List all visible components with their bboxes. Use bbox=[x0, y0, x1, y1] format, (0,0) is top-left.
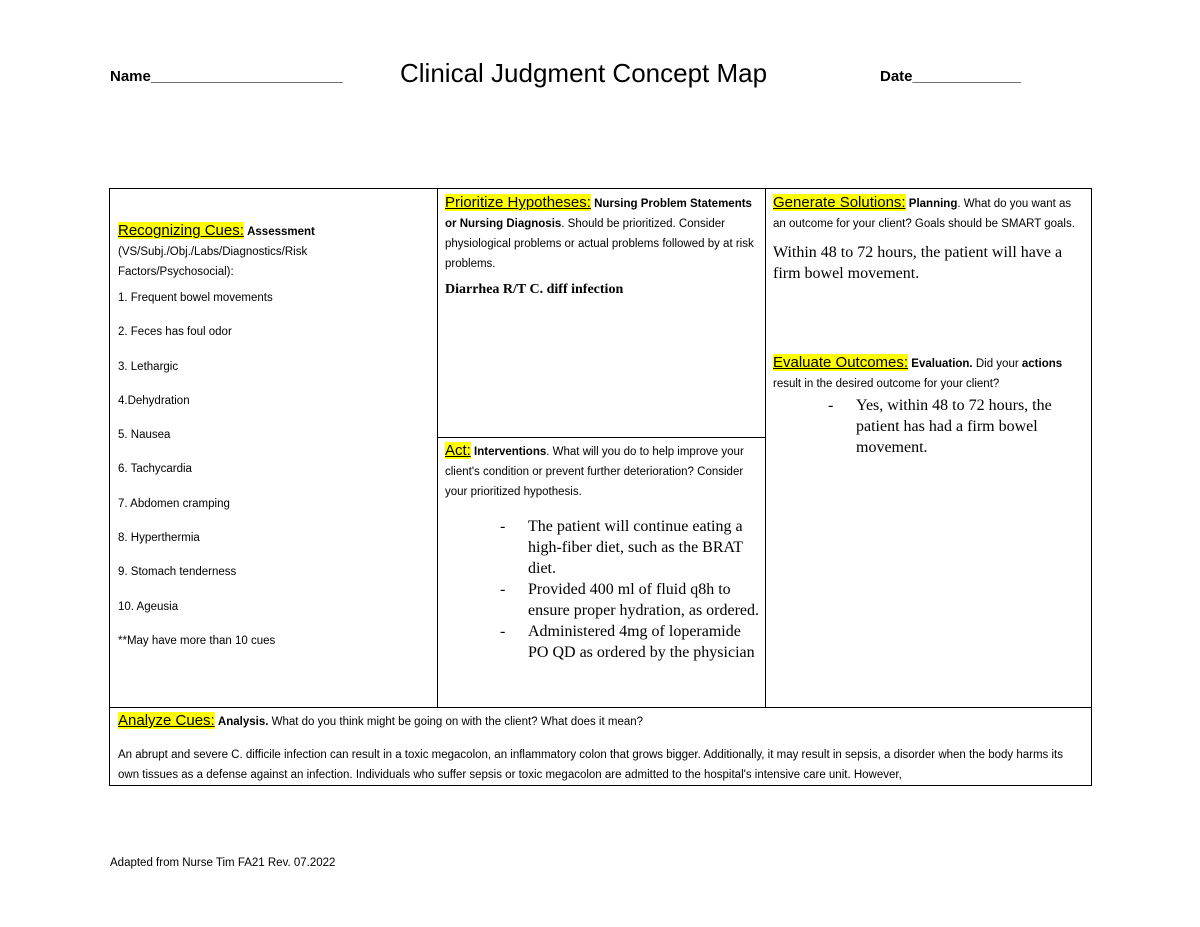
column-divider-1 bbox=[437, 189, 438, 707]
generate-solutions-section bbox=[773, 193, 1087, 284]
interventions-list bbox=[500, 516, 760, 663]
list-item: - Yes, within 48 to 72 hours, the patient has had a firm bowel movement. bbox=[828, 395, 1083, 458]
concept-map-table bbox=[109, 188, 1092, 786]
list-item: - Provided 400 ml of fluid q8h to ensure proper hydration, as ordered. bbox=[500, 579, 760, 621]
generate-solutions-subhead: Planning bbox=[908, 198, 958, 210]
evaluate-outcomes-description-c: result in the desired outcome for your client? bbox=[773, 378, 1000, 390]
footer-credit: Adapted from Nurse Tim FA21 Rev. 07.2022 bbox=[110, 857, 336, 869]
act-section bbox=[445, 441, 759, 663]
list-item: - Administered 4mg of loperamide PO QD as ordered by the physician bbox=[500, 621, 760, 663]
prioritize-hypotheses-section bbox=[445, 193, 759, 298]
analyze-cues-heading: Analyze Cues: bbox=[118, 712, 215, 729]
analysis-text: An abrupt and severe C. difficile infection can result in a toxic megacolon, an inflammatory colon that grows bigger. Additionally, it may result in sepsis, a disorder when the body harms its own tissues as a defense against an infection. Individuals who suffer sepsis or toxic megacolon are admitted to the hospital's intensive care unit. However, bbox=[118, 749, 1063, 781]
analyze-cues-description: What do you think might be going on with the client? What does it mean? bbox=[271, 716, 644, 728]
list-item: 7. Abdomen cramping bbox=[118, 497, 230, 510]
middle-row-divider bbox=[437, 437, 766, 438]
list-item: 3. Lethargic bbox=[118, 360, 179, 373]
generate-solutions-description: . What do you want as an outcome for your client? Goals should be SMART goals. bbox=[773, 198, 1075, 230]
analyze-cues-section bbox=[118, 711, 1086, 783]
nursing-diagnosis-answer: Diarrhea R/T C. diff infection bbox=[445, 282, 624, 297]
prioritize-hypotheses-heading: Prioritize Hypotheses: bbox=[445, 194, 591, 211]
generate-solutions-heading: Generate Solutions: bbox=[773, 194, 906, 211]
list-item: 8. Hyperthermia bbox=[118, 532, 200, 545]
prioritize-hypotheses-subhead: Nursing Problem Statements or Nursing Diagnosis bbox=[445, 198, 752, 230]
act-description: . What will you do to help improve your client's condition or prevent further deterioration? Consider your prioritized hypothesis. bbox=[445, 446, 744, 498]
recognizing-cues-subhead: Assessment bbox=[247, 226, 315, 238]
recognizing-cues-description: (VS/Subj./Obj./Labs/Diagnostics/Risk Factors/Psychosocial): bbox=[118, 246, 308, 278]
list-item: 4.Dehydration bbox=[118, 394, 190, 407]
list-item: 5. Nausea bbox=[118, 429, 171, 442]
act-heading: Act: bbox=[445, 442, 471, 459]
list-item: 6. Tachycardia bbox=[118, 463, 192, 476]
evaluate-outcomes-description-b: actions bbox=[1021, 358, 1063, 370]
act-subhead: Interventions bbox=[474, 446, 547, 458]
page-title: Clinical Judgment Concept Map bbox=[400, 58, 768, 88]
evaluate-outcomes-subhead: Evaluation. bbox=[911, 358, 973, 370]
list-item: 1. Frequent bowel movements bbox=[118, 292, 273, 304]
cues-note: **May have more than 10 cues bbox=[118, 634, 276, 647]
list-item: 2. Feces has foul odor bbox=[118, 326, 232, 339]
analysis-row-divider bbox=[110, 707, 1091, 708]
evaluate-outcomes-description-a: Did your bbox=[975, 358, 1019, 370]
date-field-label: Date_____________ bbox=[880, 68, 1021, 85]
evaluation-list bbox=[828, 395, 1083, 458]
recognizing-cues-heading: Recognizing Cues: bbox=[118, 222, 244, 239]
list-item: 9. Stomach tenderness bbox=[118, 566, 237, 579]
goal-answer: Within 48 to 72 hours, the patient will have a firm bowel movement. bbox=[773, 244, 1063, 282]
recognizing-cues-section bbox=[118, 221, 430, 651]
name-field-label: Name_______________________ bbox=[110, 68, 343, 85]
list-item: 10. Ageusia bbox=[118, 600, 179, 613]
cues-list bbox=[118, 288, 430, 631]
evaluate-outcomes-heading: Evaluate Outcomes: bbox=[773, 354, 909, 371]
list-item: - The patient will continue eating a high-fiber diet, such as the BRAT diet. bbox=[500, 516, 760, 579]
prioritize-hypotheses-description: . Should be prioritized. Consider physiological problems or actual problems followed by at risk problems. bbox=[445, 218, 754, 270]
column-divider-2 bbox=[765, 189, 766, 707]
analyze-cues-subhead: Analysis. bbox=[217, 716, 269, 728]
evaluate-outcomes-section bbox=[773, 353, 1087, 458]
